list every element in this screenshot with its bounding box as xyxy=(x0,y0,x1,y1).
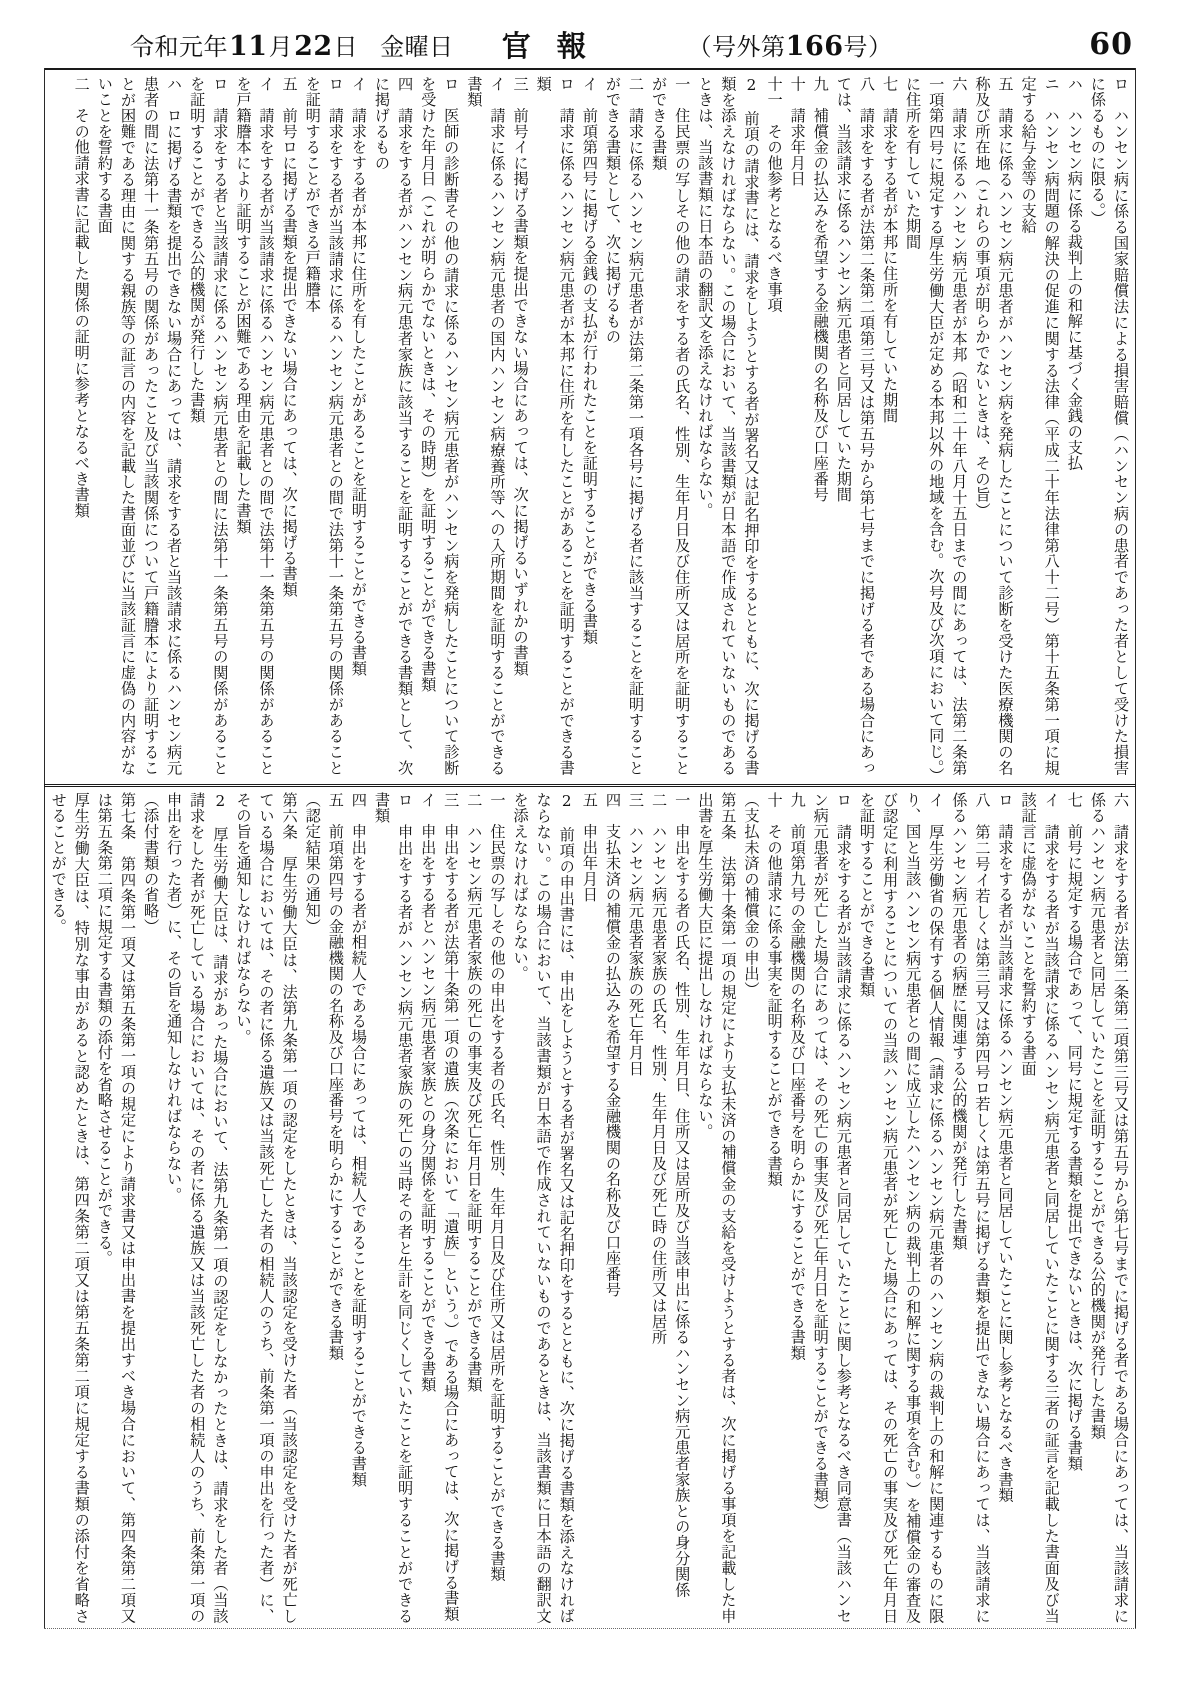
lower-article-paragraph: 三 ハンセン病元患者家族の死亡年月日 xyxy=(627,792,646,1077)
upper-article-paragraph: 六 請求に係るハンセン病元患者が本邦（昭和二十年八月十五日までの間にあっては、法第二条第一項第四号に規定する厚生労働大臣が定める本邦以外の地域を含む。次号及び次項において同じ。）に住所を有していた期間 xyxy=(904,76,969,776)
upper-article-paragraph: 十 請求年月日 xyxy=(788,76,807,187)
masthead-date xyxy=(130,27,358,62)
masthead-month-label: 月 xyxy=(268,32,294,61)
masthead-rule xyxy=(44,68,1136,70)
footer-rule xyxy=(44,1628,1136,1629)
masthead-issue xyxy=(688,27,893,62)
masthead-era: 令和元年 xyxy=(130,32,228,61)
lower-article-paragraph: 六 請求をする者が法第二条第二項第三号又は第五号から第七号までに掲げる者である場合にあっては、当該請求に係るハンセン病元患者と同居していたことを証明することができる公的機関が発行した書類 xyxy=(1088,792,1130,1624)
lower-article-paragraph: ロ 請求をする者が当該請求に係るハンセン病元患者と同居していたことに関し参考となるべき書類 xyxy=(996,792,1015,1503)
masthead-day: 22 xyxy=(294,30,333,62)
upper-article-paragraph: 2 前項の請求書には、請求をしようとする者が署名又は記名押印をするとともに、次に掲げる書類を添えなければならない。この場合において、当該書類が日本語で作成されていないものであるときは、当該書類に日本語の翻訳文を添えなければならない。 xyxy=(696,76,761,776)
upper-article-paragraph: 三 前号イに掲げる書類を提出できない場合にあっては、次に掲げるいずれかの書類 xyxy=(511,76,530,677)
lower-article-paragraph: 九 前項第九号の金融機関の名称及び口座番号を明らかにすることができる書類 xyxy=(788,792,807,1361)
upper-article-paragraph: 一 住民票の写しその他の請求をする者の氏名、性別、生年月日及び住所又は居所を証明することができる書類 xyxy=(650,76,692,776)
lower-article-paragraph: 四 申出をする者が相続人である場合にあっては、相続人であることを証明することができる書類 xyxy=(349,792,368,1488)
lower-article-paragraph: 第六条 厚生労働大臣は、法第九条第一項の認定をしたときは、当該認定を受けた者（当該認定を受けた者が死亡している場合においては、その者に係る遺族又は当該死亡した者の相続人のうち、前条第一項の申出を行った者）に、その旨を通知しなければならない。 xyxy=(234,792,299,1624)
lower-article-paragraph: 二 ハンセン病元患者家族の死亡の事実及び死亡年月日を証明することができる書類 xyxy=(465,792,484,1393)
lower-article-paragraph: 一 申出をする者の氏名、性別、生年月日、住所又は居所及び当該申出に係るハンセン病元患者家族との身分関係 xyxy=(673,792,692,1598)
upper-article-paragraph: ハ ハンセン病に係る裁判上の和解に基づく金銭の支払 xyxy=(1065,76,1084,471)
page-number: 60 xyxy=(1089,26,1133,62)
article-block-lower xyxy=(48,792,1132,1624)
upper-article-paragraph: 四 請求をする者がハンセン病元患者家族に該当することを証明することができる書類として、次に掲げるもの xyxy=(373,76,415,776)
masthead xyxy=(48,22,1133,66)
upper-article-paragraph: ニ ハンセン病問題の解決の促進に関する法律（平成二十年法律第八十二号）第十五条第一項に規定する給与金等の支給 xyxy=(1019,76,1061,776)
block-separator-rule xyxy=(44,784,1136,787)
frame-line-left xyxy=(44,68,45,1628)
lower-article-paragraph: 二 ハンセン病元患者家族の氏名、性別、生年月日及び死亡時の住所又は居所 xyxy=(650,792,669,1345)
lower-article-paragraph: 八 第二号イ若しくは第三号又は第四号ロ若しくは第五号に掲げる書類を提出できない場合にあっては、当該請求に係るハンセン病元患者の病歴に関連する公的機関が発行した書類 xyxy=(950,792,992,1624)
lower-article-paragraph: 第五条 法第十条第一項の規定により支払未済の補償金の支給を受けようとする者は、次に掲げる事項を記載した申出書を厚生労働大臣に提出しなければならない。 xyxy=(696,792,738,1624)
lower-article-paragraph: （添付書類の省略） xyxy=(142,792,161,935)
masthead-day-label: 日 xyxy=(333,32,359,61)
lower-article-paragraph: （支払未済の補償金の申出） xyxy=(742,792,761,998)
upper-article-paragraph: 二 その他請求書に記載した関係の証明に参考となるべき書類 xyxy=(72,76,91,519)
upper-article-paragraph: イ 請求に係るハンセン病元患者の国内ハンセン病療養所等への入所期間を証明することができる書類 xyxy=(465,76,507,776)
upper-article-paragraph: 五 前号ロに掲げる書類を提出できない場合にあっては、次に掲げる書類 xyxy=(280,76,299,598)
lower-article-paragraph: イ 厚生労働省の保有する個人情報（請求に係るハンセン病元患者のハンセン病の裁判上の和解に関連するものに限り、国と当該ハンセン病元患者との間に成立したハンセン病の裁判上の和解に関する事項を含む。）を補償金の審査及び認定に利用することについての当該ハンセン病元患者が死亡した場合にあっては、その死亡の事実及び死亡年月日を証明することができる書類 xyxy=(857,792,946,1624)
upper-article-paragraph: ロ 請求をする者と当該請求に係るハンセン病元患者との間に法第十一条第五号の関係があることを証明することができる公的機関が発行した書類 xyxy=(188,76,230,776)
masthead-weekday: 金曜日 xyxy=(380,32,454,61)
upper-article-paragraph: イ 前項第四号に掲げる金銭の支払が行われたことを証明することができる書類 xyxy=(580,76,599,645)
article-block-upper xyxy=(48,76,1132,776)
lower-article-paragraph: 第七条 第四条第一項又は第五条第一項の規定により請求書又は申出書を提出すべき場合において、第四条第二項又は第五条第二項に規定する書類の添付を省略させることができる。 xyxy=(95,792,137,1624)
lower-article-paragraph: 四 支払未済の補償金の払込みを希望する金融機関の名称及び口座番号 xyxy=(603,792,622,1298)
lower-article-paragraph: ロ 申出をする者がハンセン病元患者家族の死亡の当時その者と生計を同じくしていたことを証明することができる書類 xyxy=(373,792,415,1624)
lower-article-paragraph: 五 申出年月日 xyxy=(580,792,599,903)
masthead-issue-suffix: 号） xyxy=(843,32,893,61)
lower-article-paragraph: 三 申出をする者が法第十条第一項の遺族（次条において「遺族」という。）である場合にあっては、次に掲げる書類 xyxy=(442,792,461,1622)
upper-article-paragraph: 九 補償金の払込みを希望する金融機関の名称及び口座番号 xyxy=(811,76,830,503)
lower-article-paragraph: 厚生労働大臣は、特別な事由があると認めたときは、第四条第二項又は第五条第二項に規定する書類の添付を省略させることができる。 xyxy=(49,792,91,1624)
lower-article-paragraph: 十 その他請求に係る事実を証明することができる書類 xyxy=(765,792,784,1187)
lower-article-paragraph: イ 申出をする者とハンセン病元患者家族との身分関係を証明することができる書類 xyxy=(419,792,438,1393)
masthead-title: 官報 xyxy=(501,28,612,63)
lower-article-paragraph: イ 請求をする者が当該請求に係るハンセン病元患者と同居していたことに関する三者の証言を記載した書面及び当該証言に虚偽がないことを誓約する書面 xyxy=(1019,792,1061,1624)
lower-article-paragraph: ロ 請求をする者が当該請求に係るハンセン病元患者と同居していたことに関し参考となるべき同意書（当該ハンセン病元患者が死亡した場合にあっては、その死亡の事実及び死亡年月日を証明することができる書類） xyxy=(811,792,853,1624)
upper-article-paragraph: ロ ハンセン病に係る国家賠償法による損害賠償（ハンセン病の患者であった者として受けた損害に係るものに限る。） xyxy=(1088,76,1130,776)
upper-article-paragraph: 七 請求をする者が本邦に住所を有していた期間 xyxy=(881,76,900,424)
lower-article-paragraph: 2 前項の申出書には、申出をしようとする者が署名又は記名押印をするとともに、次に掲げる書類を添えなければならない。この場合において、当該書類が日本語で作成されていないものであるときは、当該書類に日本語の翻訳文を添えなければならない。 xyxy=(511,792,576,1624)
lower-article-paragraph: （認定結果の通知） xyxy=(303,792,322,935)
masthead-issue-number: 166 xyxy=(785,30,844,62)
upper-article-paragraph: ロ 請求をする者が当該請求に係るハンセン病元患者との間で法第十一条第五号の関係があることを証明することができる戸籍謄本 xyxy=(303,76,345,776)
upper-article-paragraph: 八 請求をする者が法第二条第二項第三号又は第五号から第七号までに掲げる者である場合にあっては、当該請求に係るハンセン病元患者と同居していた期間 xyxy=(834,76,876,776)
upper-article-paragraph: 十一 その他参考となるべき事項 xyxy=(765,76,784,313)
upper-article-paragraph: 二 請求に係るハンセン病元患者が法第二条第一項各号に掲げる者に該当することを証明することができる書類として、次に掲げるもの xyxy=(603,76,646,776)
upper-article-paragraph: 五 請求に係るハンセン病元患者がハンセン病を発病したことについて診断を受けた医療機関の名称及び所在地（これらの事項が明らかでないときは、その旨） xyxy=(973,76,1015,776)
lower-article-paragraph: 2 厚生労働大臣は、請求があった場合において、法第九条第一項の認定をしなかったときは、請求をした者（当該請求をした者が死亡している場合においては、その者に係る遺族又は当該死亡した者の相続人のうち、前条第一項の申出を行った者）に、その旨を通知しなければならない。 xyxy=(165,792,230,1624)
upper-article-paragraph: イ 請求をする者が当該請求に係るハンセン病元患者との間で法第十一条第五号の関係があることを戸籍謄本により証明することが困難である理由を記載した書類 xyxy=(234,76,276,776)
upper-article-paragraph: ロ 医師の診断書その他の請求に係るハンセン病元患者がハンセン病を発病したことについて診断を受けた年月日（これが明らかでないときは、その時期）を証明することができる書類 xyxy=(419,76,461,776)
masthead-month: 11 xyxy=(229,30,268,62)
frame-line-right xyxy=(1135,68,1136,1628)
upper-article-paragraph: ロ 請求に係るハンセン病元患者が本邦に住所を有したことがあることを証明することができる書類 xyxy=(534,76,576,776)
masthead-issue-prefix: （号外第 xyxy=(687,32,786,61)
upper-article-paragraph: ハ ロに掲げる書類を提出できない場合にあっては、請求をする者と当該請求に係るハンセン病元患者の間に法第十一条第五号の関係があったこと及び当該関係について戸籍謄本により証明することが困難である理由に関する親族等の証言の内容を記載した書面並びに当該証言に虚偽の内容がないことを誓約する書面 xyxy=(95,76,184,776)
lower-article-paragraph: 五 前項第四号の金融機関の名称及び口座番号を明らかにすることができる書類 xyxy=(326,792,345,1361)
upper-article-paragraph: イ 請求をする者が本邦に住所を有したことがあることを証明することができる書類 xyxy=(349,76,368,677)
lower-article-paragraph: 一 住民票の写しその他の申出をする者の氏名、性別、生年月日及び住所又は居所を証明することができる書類 xyxy=(488,792,507,1582)
lower-article-paragraph: 七 前号に規定する場合であって、同号に規定する書類を提出できないときは、次に掲げる書類 xyxy=(1065,792,1084,1472)
